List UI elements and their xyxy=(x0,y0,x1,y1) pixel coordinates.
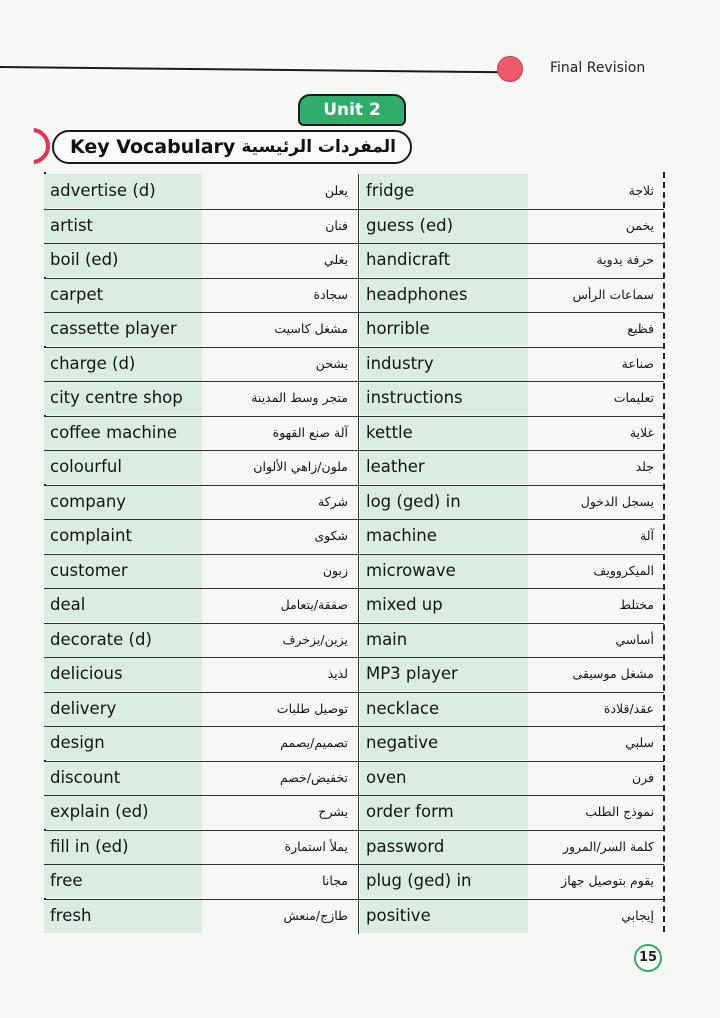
column-divider xyxy=(358,174,359,934)
english-word: order form xyxy=(360,795,528,829)
arabic-meaning: شركة xyxy=(317,493,348,509)
arabic-meaning: طازج/منعش xyxy=(283,907,348,923)
row-divider xyxy=(44,761,664,762)
header-title: Final Revision xyxy=(550,60,646,76)
english-word: instructions xyxy=(360,381,528,415)
table-row xyxy=(44,554,664,588)
row-divider xyxy=(44,209,664,210)
row-divider xyxy=(44,519,664,520)
english-word: main xyxy=(360,623,528,657)
english-word: design xyxy=(44,726,202,760)
table-row xyxy=(44,450,664,484)
english-word: decorate (d) xyxy=(44,623,202,657)
arabic-meaning: مشغل موسيقى xyxy=(572,666,654,681)
arabic-meaning: مشغل كاسيت xyxy=(274,321,348,336)
header-rule xyxy=(0,66,505,73)
english-word: leather xyxy=(360,450,528,484)
section-title-ar: المفردات الرئيسية xyxy=(241,137,396,157)
table-row xyxy=(44,485,664,519)
arabic-meaning: سجادة xyxy=(313,286,348,302)
english-word: delivery xyxy=(44,692,202,726)
english-word: necklace xyxy=(360,692,528,726)
english-word: password xyxy=(360,830,528,864)
row-divider xyxy=(44,381,664,382)
english-word: horrible xyxy=(360,312,528,346)
english-word: machine xyxy=(360,519,528,553)
table-row xyxy=(44,416,664,450)
english-word: colourful xyxy=(44,450,202,484)
arabic-meaning: متجر وسط المدينة xyxy=(251,390,348,405)
english-word: oven xyxy=(360,761,528,795)
arabic-meaning: سماعات الرأس xyxy=(572,286,654,302)
row-divider xyxy=(44,588,664,589)
table-row xyxy=(44,761,664,795)
arabic-meaning: يملأ استمارة xyxy=(284,838,348,854)
page-number: 15 xyxy=(634,944,662,972)
row-divider xyxy=(44,554,664,555)
row-divider xyxy=(44,416,664,417)
section-title-en: Key Vocabulary xyxy=(70,136,236,158)
arabic-meaning: غلاية xyxy=(629,424,654,440)
arabic-meaning: تعليمات xyxy=(613,390,654,405)
arabic-meaning: حرفة يدوية xyxy=(596,252,654,267)
arabic-meaning: توصيل طلبات xyxy=(276,700,348,716)
arabic-meaning: زبون xyxy=(322,562,348,578)
arabic-meaning: يعلن xyxy=(324,183,348,198)
english-word: free xyxy=(44,864,202,898)
table-row xyxy=(44,795,664,829)
english-word: mixed up xyxy=(360,588,528,622)
arabic-meaning: فظيع xyxy=(627,321,654,336)
row-divider xyxy=(44,795,664,796)
arabic-meaning: تخفيض/خصم xyxy=(279,769,348,785)
english-word: log (ged) in xyxy=(360,485,528,519)
english-word: delicious xyxy=(44,657,202,691)
table-row xyxy=(44,657,664,691)
unit-badge: Unit 2 xyxy=(298,94,406,126)
arabic-meaning: ثلاجة xyxy=(628,183,654,198)
row-divider xyxy=(44,692,664,693)
table-row xyxy=(44,864,664,898)
section-marker-icon xyxy=(14,128,50,164)
english-word: company xyxy=(44,485,202,519)
english-word: MP3 player xyxy=(360,657,528,691)
arabic-meaning: لذيذ xyxy=(327,666,348,681)
english-word: negative xyxy=(360,726,528,760)
row-divider xyxy=(44,726,664,727)
english-word: customer xyxy=(44,554,202,588)
english-word: positive xyxy=(360,899,528,933)
row-divider xyxy=(44,864,664,865)
arabic-meaning: مجانا xyxy=(322,873,348,888)
table-row xyxy=(44,209,664,243)
header-dot-icon xyxy=(497,56,523,82)
row-divider xyxy=(44,243,664,244)
english-word: complaint xyxy=(44,519,202,553)
table-row xyxy=(44,519,664,553)
row-divider xyxy=(44,830,664,831)
arabic-meaning: أساسي xyxy=(615,631,654,647)
arabic-meaning: يسجل الدخول xyxy=(580,493,654,509)
row-divider xyxy=(44,312,664,313)
arabic-meaning: آلة xyxy=(640,528,654,543)
vocabulary-table xyxy=(44,174,664,934)
english-word: guess (ed) xyxy=(360,209,528,243)
english-word: industry xyxy=(360,347,528,381)
arabic-meaning: شكوى xyxy=(314,528,348,543)
table-row xyxy=(44,726,664,760)
row-divider xyxy=(44,485,664,486)
arabic-meaning: يغلي xyxy=(323,252,348,267)
english-word: cassette player xyxy=(44,312,202,346)
table-row xyxy=(44,692,664,726)
arabic-meaning: آلة صنع القهوة xyxy=(272,424,348,440)
english-word: carpet xyxy=(44,278,202,312)
english-word: plug (ged) in xyxy=(360,864,528,898)
english-word: boil (ed) xyxy=(44,243,202,277)
arabic-meaning: يشحن xyxy=(315,355,348,371)
arabic-meaning: عقد/قلادة xyxy=(603,700,654,716)
table-row xyxy=(44,588,664,622)
table-row xyxy=(44,278,664,312)
english-word: city centre shop xyxy=(44,381,202,415)
arabic-meaning: نموذج الطلب xyxy=(585,804,654,819)
arabic-meaning: ملون/زاهي الألوان xyxy=(253,459,348,474)
table-row xyxy=(44,347,664,381)
row-divider xyxy=(44,347,664,348)
english-word: fill in (ed) xyxy=(44,830,202,864)
arabic-meaning: صناعة xyxy=(621,355,654,371)
arabic-meaning: الميكروويف xyxy=(593,562,654,578)
english-word: charge (d) xyxy=(44,347,202,381)
row-divider xyxy=(44,657,664,658)
english-word: artist xyxy=(44,209,202,243)
table-row xyxy=(44,243,664,277)
row-divider xyxy=(44,899,664,900)
table-row xyxy=(44,830,664,864)
arabic-meaning: سلبي xyxy=(625,735,654,750)
english-word: discount xyxy=(44,761,202,795)
arabic-meaning: كلمة السر/المرور xyxy=(562,838,654,854)
arabic-meaning: يقوم بتوصيل جهاز xyxy=(561,873,654,888)
english-word: advertise (d) xyxy=(44,174,202,208)
english-word: kettle xyxy=(360,416,528,450)
arabic-meaning: يزين/يزخرف xyxy=(282,631,348,647)
table-row xyxy=(44,174,664,208)
section-title-bar xyxy=(52,130,412,164)
english-word: coffee machine xyxy=(44,416,202,450)
english-word: headphones xyxy=(360,278,528,312)
table-row xyxy=(44,899,664,933)
arabic-meaning: مختلط xyxy=(619,597,654,612)
table-row xyxy=(44,381,664,415)
english-word: deal xyxy=(44,588,202,622)
english-word: fridge xyxy=(360,174,528,208)
row-divider xyxy=(44,623,664,624)
english-word: microwave xyxy=(360,554,528,588)
row-divider xyxy=(44,278,664,279)
english-word: handicraft xyxy=(360,243,528,277)
arabic-meaning: جلد xyxy=(635,459,654,474)
arabic-meaning: تصميم/يصمم xyxy=(280,735,348,750)
arabic-meaning: يخمن xyxy=(625,217,654,233)
arabic-meaning: يشرح xyxy=(318,804,348,819)
english-word: fresh xyxy=(44,899,202,933)
row-divider xyxy=(44,450,664,451)
arabic-meaning: فنان xyxy=(325,217,348,233)
arabic-meaning: صفقة/يتعامل xyxy=(280,597,348,612)
english-word: explain (ed) xyxy=(44,795,202,829)
arabic-meaning: إيجابي xyxy=(621,907,654,923)
table-row xyxy=(44,623,664,657)
arabic-meaning: فرن xyxy=(631,769,654,785)
table-row xyxy=(44,312,664,346)
